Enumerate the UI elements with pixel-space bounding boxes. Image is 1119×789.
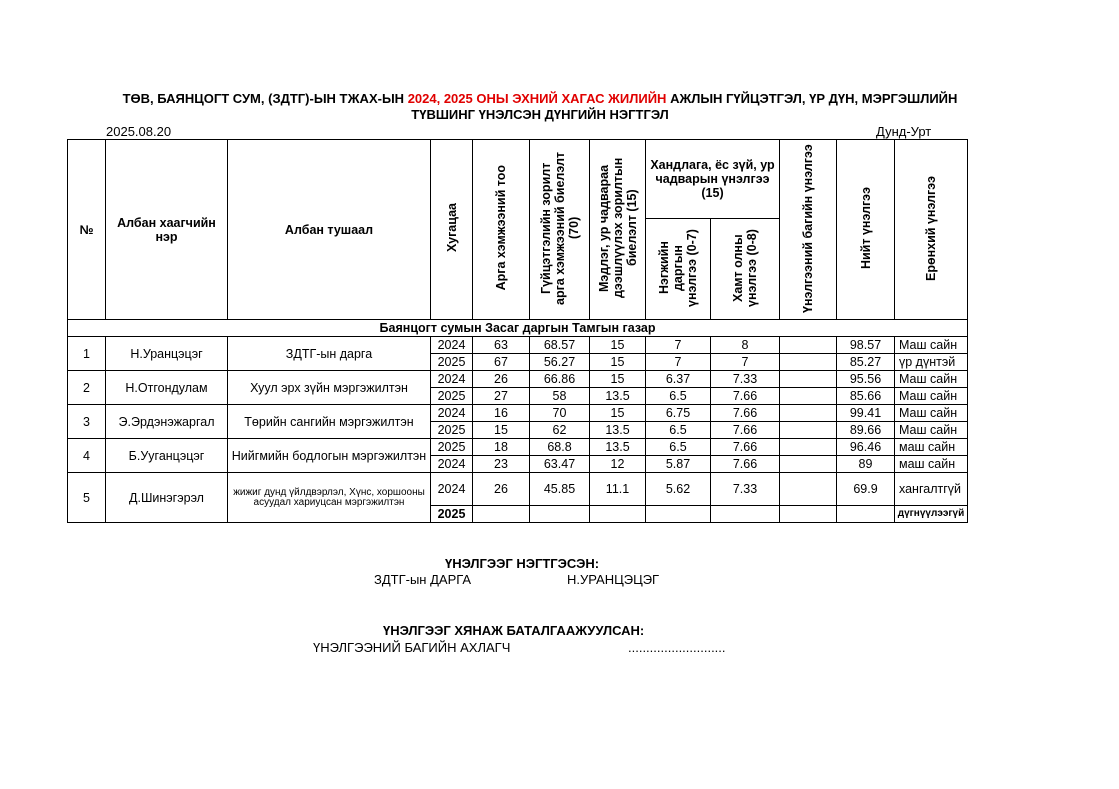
report-title-line1 bbox=[60, 91, 1020, 107]
approved-signature-blank: ........................... bbox=[628, 640, 726, 655]
col-header-supervisor: Нэгжийн даргын үнэлгээ (0-7) bbox=[646, 219, 711, 320]
cell-total: 69.9 bbox=[837, 473, 895, 506]
employee-number: 1 bbox=[68, 337, 106, 371]
employee-number: 2 bbox=[68, 371, 106, 405]
cell-know: 11.1 bbox=[590, 473, 646, 506]
cell-count: 23 bbox=[473, 456, 530, 473]
cell-total: 89.66 bbox=[837, 422, 895, 439]
cell-perf: 66.86 bbox=[530, 371, 590, 388]
cell-count: 18 bbox=[473, 439, 530, 456]
employee-position: Хуул эрх зүйн мэргэжилтэн bbox=[228, 371, 431, 405]
col-header-period: Хугацаа bbox=[431, 140, 473, 320]
cell-committee bbox=[780, 506, 837, 523]
cell-know: 13.5 bbox=[590, 388, 646, 405]
cell-know: 15 bbox=[590, 371, 646, 388]
table-row bbox=[68, 473, 968, 506]
table-row bbox=[68, 337, 968, 354]
cell-overall: Маш сайн bbox=[895, 405, 968, 422]
col-header-method-count: Арга хэмжээний тоо bbox=[473, 140, 530, 320]
title-text-1: ТӨВ, БАЯНЦОГТ СУМ, (ЗДТГ)-ЫН ТЖАХ-ЫН bbox=[122, 91, 408, 106]
cell-perf: 62 bbox=[530, 422, 590, 439]
cell-know bbox=[590, 506, 646, 523]
employee-position: жижиг дунд үйлдвэрлэл, Хүнс, хоршооны асуудал хариуцсан мэргэжилтэн bbox=[228, 473, 431, 523]
cell-committee bbox=[780, 439, 837, 456]
cell-sup: 7 bbox=[646, 354, 711, 371]
col-header-team: Хамт олны үнэлгээ (0-8) bbox=[711, 219, 780, 320]
cell-committee bbox=[780, 371, 837, 388]
approved-role: ҮНЭЛГЭЭНИЙ БАГИЙН АХЛАГЧ bbox=[313, 640, 511, 655]
cell-overall: Маш сайн bbox=[895, 422, 968, 439]
cell-total: 98.57 bbox=[837, 337, 895, 354]
cell-count: 67 bbox=[473, 354, 530, 371]
cell-committee bbox=[780, 422, 837, 439]
cell-sup: 5.87 bbox=[646, 456, 711, 473]
cell-overall: Маш сайн bbox=[895, 388, 968, 405]
cell-overall: Маш сайн bbox=[895, 337, 968, 354]
cell-know: 12 bbox=[590, 456, 646, 473]
evaluation-table bbox=[67, 139, 968, 523]
title-text-2: АЖЛЫН ГҮЙЦЭТГЭЛ, ҮР ДҮН, МЭРГЭШЛИЙН bbox=[666, 91, 958, 106]
cell-team: 7.33 bbox=[711, 473, 780, 506]
cell-sup: 6.5 bbox=[646, 388, 711, 405]
employee-position: ЗДТГ-ын дарга bbox=[228, 337, 431, 371]
cell-team: 7.66 bbox=[711, 456, 780, 473]
employee-position: Нийгмийн бодлогын мэргэжилтэн bbox=[228, 439, 431, 473]
title-period-highlight: 2024, 2025 ОНЫ ЭХНИЙ ХАГАС ЖИЛИЙН bbox=[407, 91, 667, 106]
cell-perf: 68.57 bbox=[530, 337, 590, 354]
table-row bbox=[68, 405, 968, 422]
cell-committee bbox=[780, 473, 837, 506]
cell-overall: Маш сайн bbox=[895, 371, 968, 388]
compiled-heading: ҮНЭЛГЭЭГ НЭГТГЭСЭН: bbox=[445, 556, 600, 571]
cell-overall: дүгнүүлээгүй bbox=[895, 506, 968, 523]
cell-committee bbox=[780, 456, 837, 473]
cell-team: 7.66 bbox=[711, 422, 780, 439]
cell-year: 2025 bbox=[431, 506, 473, 523]
cell-sup: 5.62 bbox=[646, 473, 711, 506]
col-header-total: Нийт үнэлгээ bbox=[837, 140, 895, 320]
cell-committee bbox=[780, 405, 837, 422]
employee-name: Н.Отгондулам bbox=[106, 371, 228, 405]
cell-team: 8 bbox=[711, 337, 780, 354]
col-header-knowledge: Мэдлэг, ур чадвараа дээшлүүлэх зорилтын биелэлт (15) bbox=[590, 140, 646, 320]
col-header-position: Албан тушаал bbox=[228, 140, 431, 320]
cell-overall: маш сайн bbox=[895, 456, 968, 473]
cell-team: 7 bbox=[711, 354, 780, 371]
cell-year: 2025 bbox=[431, 388, 473, 405]
employee-number: 4 bbox=[68, 439, 106, 473]
cell-overall: хангалтгүй bbox=[895, 473, 968, 506]
cell-sup: 6.5 bbox=[646, 439, 711, 456]
cell-know: 15 bbox=[590, 337, 646, 354]
employee-number: 5 bbox=[68, 473, 106, 523]
employee-name: Д.Шинэгэрэл bbox=[106, 473, 228, 523]
cell-total: 99.41 bbox=[837, 405, 895, 422]
cell-total: 95.56 bbox=[837, 371, 895, 388]
cell-year: 2025 bbox=[431, 439, 473, 456]
report-place: Дунд-Урт bbox=[876, 124, 932, 139]
cell-perf: 45.85 bbox=[530, 473, 590, 506]
report-date: 2025.08.20 bbox=[106, 124, 172, 139]
col-header-overall: Ерөнхий үнэлгээ bbox=[895, 140, 968, 320]
employee-number: 3 bbox=[68, 405, 106, 439]
cell-team: 7.66 bbox=[711, 405, 780, 422]
cell-year: 2024 bbox=[431, 456, 473, 473]
cell-year: 2024 bbox=[431, 473, 473, 506]
cell-count bbox=[473, 506, 530, 523]
cell-committee bbox=[780, 388, 837, 405]
cell-perf: 58 bbox=[530, 388, 590, 405]
cell-count: 15 bbox=[473, 422, 530, 439]
cell-sup: 6.37 bbox=[646, 371, 711, 388]
cell-count: 26 bbox=[473, 371, 530, 388]
col-header-committee: Үнэлгээний багийн үнэлгээ bbox=[780, 140, 837, 320]
cell-perf bbox=[530, 506, 590, 523]
cell-know: 13.5 bbox=[590, 439, 646, 456]
cell-team bbox=[711, 506, 780, 523]
cell-perf: 70 bbox=[530, 405, 590, 422]
col-header-performance: Гүйцэтгэлийн зорилт арга хэмжээний биелэлт (70) bbox=[530, 140, 590, 320]
report-title-line2: ТҮВШИНГ ҮНЭЛСЭН ДҮНГИЙН НЭГТГЭЛ bbox=[411, 107, 669, 122]
cell-total: 89 bbox=[837, 456, 895, 473]
cell-total: 96.46 bbox=[837, 439, 895, 456]
cell-perf: 63.47 bbox=[530, 456, 590, 473]
cell-total: 85.27 bbox=[837, 354, 895, 371]
cell-committee bbox=[780, 354, 837, 371]
cell-know: 13.5 bbox=[590, 422, 646, 439]
cell-year: 2025 bbox=[431, 354, 473, 371]
cell-year: 2024 bbox=[431, 337, 473, 354]
compiled-name: Н.УРАНЦЭЦЭГ bbox=[567, 572, 660, 587]
approved-heading: ҮНЭЛГЭЭГ ХЯНАЖ БАТАЛГААЖУУЛСАН: bbox=[383, 623, 645, 638]
cell-committee bbox=[780, 337, 837, 354]
cell-year: 2025 bbox=[431, 422, 473, 439]
table-row bbox=[68, 371, 968, 388]
cell-count: 26 bbox=[473, 473, 530, 506]
cell-team: 7.66 bbox=[711, 388, 780, 405]
cell-know: 15 bbox=[590, 354, 646, 371]
cell-count: 16 bbox=[473, 405, 530, 422]
cell-sup: 6.75 bbox=[646, 405, 711, 422]
cell-team: 7.33 bbox=[711, 371, 780, 388]
col-header-name: Албан хаагчийн нэр bbox=[106, 140, 228, 320]
cell-sup bbox=[646, 506, 711, 523]
cell-overall: маш сайн bbox=[895, 439, 968, 456]
cell-sup: 7 bbox=[646, 337, 711, 354]
employee-name: Э.Эрдэнэжаргал bbox=[106, 405, 228, 439]
cell-perf: 56.27 bbox=[530, 354, 590, 371]
cell-team: 7.66 bbox=[711, 439, 780, 456]
cell-total bbox=[837, 506, 895, 523]
cell-total: 85.66 bbox=[837, 388, 895, 405]
cell-overall: үр дүнтэй bbox=[895, 354, 968, 371]
cell-know: 15 bbox=[590, 405, 646, 422]
col-header-behavior-group: Хандлага, ёс зүй, ур чадварын үнэлгээ (15) bbox=[646, 140, 780, 219]
cell-sup: 6.5 bbox=[646, 422, 711, 439]
cell-perf: 68.8 bbox=[530, 439, 590, 456]
compiled-role: ЗДТГ-ын ДАРГА bbox=[374, 572, 472, 587]
cell-count: 27 bbox=[473, 388, 530, 405]
cell-count: 63 bbox=[473, 337, 530, 354]
cell-year: 2024 bbox=[431, 371, 473, 388]
table-row bbox=[68, 439, 968, 456]
cell-year: 2024 bbox=[431, 405, 473, 422]
col-header-no: № bbox=[68, 140, 106, 320]
employee-name: Н.Уранцэцэг bbox=[106, 337, 228, 371]
section-title: Баянцогт сумын Засаг даргын Тамгын газар bbox=[68, 320, 968, 337]
employee-position: Төрийн сангийн мэргэжилтэн bbox=[228, 405, 431, 439]
employee-name: Б.Ууганцэцэг bbox=[106, 439, 228, 473]
